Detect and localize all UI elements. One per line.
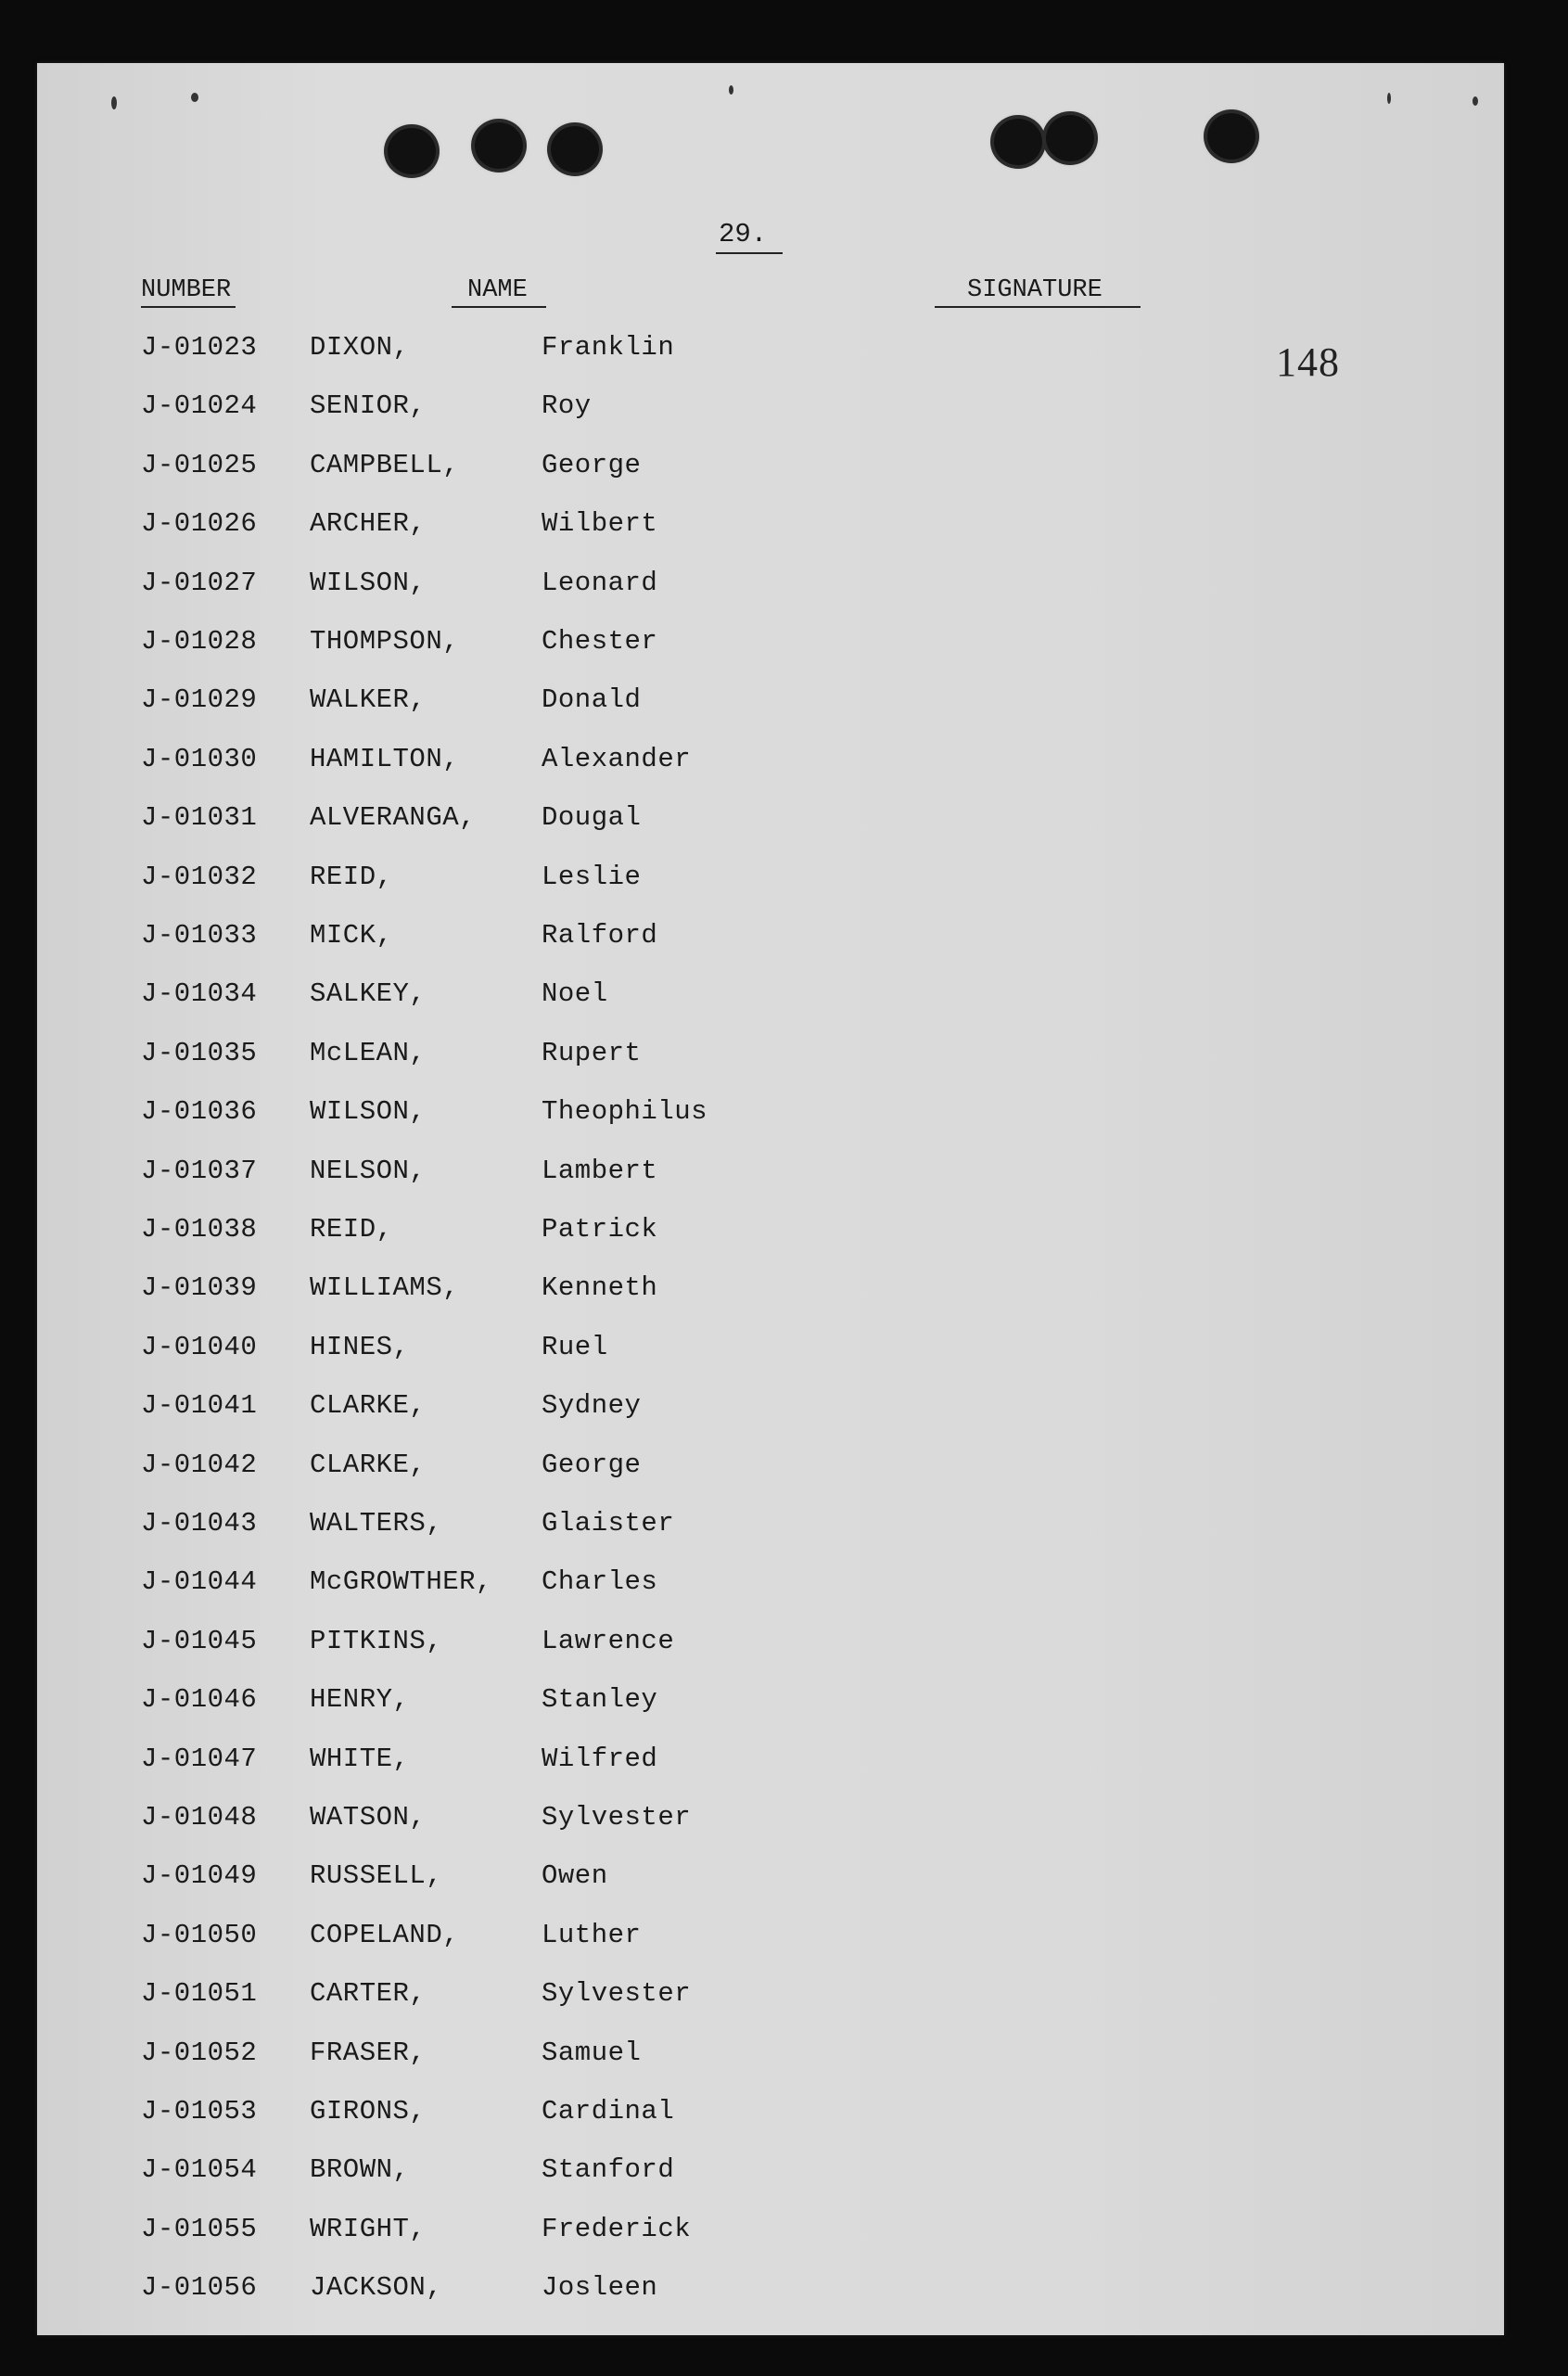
- given-name: Josleen: [542, 2272, 658, 2303]
- given-name: Cardinal: [542, 2096, 675, 2127]
- surname: WILSON,: [310, 1096, 427, 1127]
- given-name: Lambert: [542, 1156, 658, 1186]
- surname: HINES,: [310, 1332, 410, 1362]
- given-name: Leonard: [542, 568, 658, 598]
- surname: WILLIAMS,: [310, 1272, 460, 1303]
- service-number: J-01027: [141, 568, 258, 598]
- surname: ARCHER,: [310, 508, 427, 539]
- service-number: J-01056: [141, 2272, 258, 2303]
- surname: WALKER,: [310, 684, 427, 715]
- service-number: J-01041: [141, 1390, 258, 1421]
- given-name: Lawrence: [542, 1626, 675, 1656]
- punch-hole: [1207, 113, 1256, 160]
- service-number: J-01025: [141, 450, 258, 480]
- surname: CAMPBELL,: [310, 450, 460, 480]
- surname: COPELAND,: [310, 1920, 460, 1950]
- service-number: J-01036: [141, 1096, 258, 1127]
- given-name: Sylvester: [542, 1978, 692, 2009]
- surname: SENIOR,: [310, 390, 427, 421]
- given-name: Theophilus: [542, 1096, 708, 1127]
- surname: WATSON,: [310, 1802, 427, 1833]
- punch-hole: [994, 119, 1042, 165]
- given-name: Samuel: [542, 2037, 642, 2068]
- header-number-underline: [141, 306, 236, 308]
- service-number: J-01042: [141, 1450, 258, 1480]
- given-name: Ralford: [542, 920, 658, 951]
- surname: WALTERS,: [310, 1508, 443, 1539]
- service-number: J-01047: [141, 1744, 258, 1774]
- ink-speck: [1472, 96, 1478, 106]
- punch-hole: [1046, 115, 1094, 161]
- service-number: J-01050: [141, 1920, 258, 1950]
- page-number: 29.: [719, 219, 768, 249]
- given-name: Luther: [542, 1920, 642, 1950]
- given-name: Charles: [542, 1566, 658, 1597]
- surname: WHITE,: [310, 1744, 410, 1774]
- given-name: Dougal: [542, 802, 642, 833]
- surname: CLARKE,: [310, 1450, 427, 1480]
- surname: McLEAN,: [310, 1038, 427, 1068]
- service-number: J-01049: [141, 1860, 258, 1891]
- surname: HENRY,: [310, 1684, 410, 1715]
- service-number: J-01051: [141, 1978, 258, 2009]
- given-name: George: [542, 450, 642, 480]
- given-name: Patrick: [542, 1214, 658, 1245]
- surname: DIXON,: [310, 332, 410, 363]
- surname: WILSON,: [310, 568, 427, 598]
- service-number: J-01045: [141, 1626, 258, 1656]
- page-number-underline: [716, 252, 783, 254]
- surname: CARTER,: [310, 1978, 427, 2009]
- surname: FRASER,: [310, 2037, 427, 2068]
- surname: RUSSELL,: [310, 1860, 443, 1891]
- given-name: Leslie: [542, 862, 642, 892]
- service-number: J-01026: [141, 508, 258, 539]
- surname: JACKSON,: [310, 2272, 443, 2303]
- surname: BROWN,: [310, 2154, 410, 2185]
- service-number: J-01046: [141, 1684, 258, 1715]
- punch-hole: [551, 126, 599, 172]
- given-name: Owen: [542, 1860, 608, 1891]
- service-number: J-01037: [141, 1156, 258, 1186]
- ink-speck: [191, 93, 198, 102]
- given-name: Wilfred: [542, 1744, 658, 1774]
- ink-speck: [1387, 93, 1391, 104]
- given-name: Frederick: [542, 2214, 692, 2244]
- given-name: Noel: [542, 978, 608, 1009]
- ink-speck: [729, 85, 733, 95]
- given-name: Stanley: [542, 1684, 658, 1715]
- surname: WRIGHT,: [310, 2214, 427, 2244]
- surname: MICK,: [310, 920, 393, 951]
- punch-hole: [475, 122, 523, 169]
- service-number: J-01035: [141, 1038, 258, 1068]
- surname: ALVERANGA,: [310, 802, 477, 833]
- service-number: J-01053: [141, 2096, 258, 2127]
- service-number: J-01048: [141, 1802, 258, 1833]
- ink-speck: [111, 96, 117, 109]
- surname: McGROWTHER,: [310, 1566, 492, 1597]
- given-name: Kenneth: [542, 1272, 658, 1303]
- service-number: J-01032: [141, 862, 258, 892]
- given-name: Sydney: [542, 1390, 642, 1421]
- service-number: J-01052: [141, 2037, 258, 2068]
- service-number: J-01055: [141, 2214, 258, 2244]
- surname: PITKINS,: [310, 1626, 443, 1656]
- given-name: Donald: [542, 684, 642, 715]
- given-name: Ruel: [542, 1332, 608, 1362]
- service-number: J-01043: [141, 1508, 258, 1539]
- service-number: J-01029: [141, 684, 258, 715]
- given-name: Wilbert: [542, 508, 658, 539]
- surname: HAMILTON,: [310, 744, 460, 774]
- header-name: NAME: [467, 276, 528, 304]
- given-name: Stanford: [542, 2154, 675, 2185]
- header-signature-underline: [935, 306, 1141, 308]
- surname: REID,: [310, 1214, 393, 1245]
- service-number: J-01039: [141, 1272, 258, 1303]
- service-number: J-01034: [141, 978, 258, 1009]
- given-name: Roy: [542, 390, 592, 421]
- punch-hole: [388, 128, 436, 174]
- surname: GIRONS,: [310, 2096, 427, 2127]
- service-number: J-01038: [141, 1214, 258, 1245]
- service-number: J-01028: [141, 626, 258, 657]
- service-number: J-01044: [141, 1566, 258, 1597]
- given-name: Franklin: [542, 332, 675, 363]
- service-number: J-01031: [141, 802, 258, 833]
- header-signature: SIGNATURE: [967, 276, 1103, 304]
- folio-stamp: 148: [1276, 339, 1340, 385]
- service-number: J-01030: [141, 744, 258, 774]
- service-number: J-01023: [141, 332, 258, 363]
- surname: NELSON,: [310, 1156, 427, 1186]
- given-name: Rupert: [542, 1038, 642, 1068]
- header-number: NUMBER: [141, 276, 232, 304]
- given-name: Glaister: [542, 1508, 675, 1539]
- surname: SALKEY,: [310, 978, 427, 1009]
- given-name: Chester: [542, 626, 658, 657]
- surname: REID,: [310, 862, 393, 892]
- surname: CLARKE,: [310, 1390, 427, 1421]
- given-name: Sylvester: [542, 1802, 692, 1833]
- service-number: J-01024: [141, 390, 258, 421]
- given-name: Alexander: [542, 744, 692, 774]
- service-number: J-01040: [141, 1332, 258, 1362]
- service-number: J-01033: [141, 920, 258, 951]
- given-name: George: [542, 1450, 642, 1480]
- surname: THOMPSON,: [310, 626, 460, 657]
- header-name-underline: [452, 306, 546, 308]
- service-number: J-01054: [141, 2154, 258, 2185]
